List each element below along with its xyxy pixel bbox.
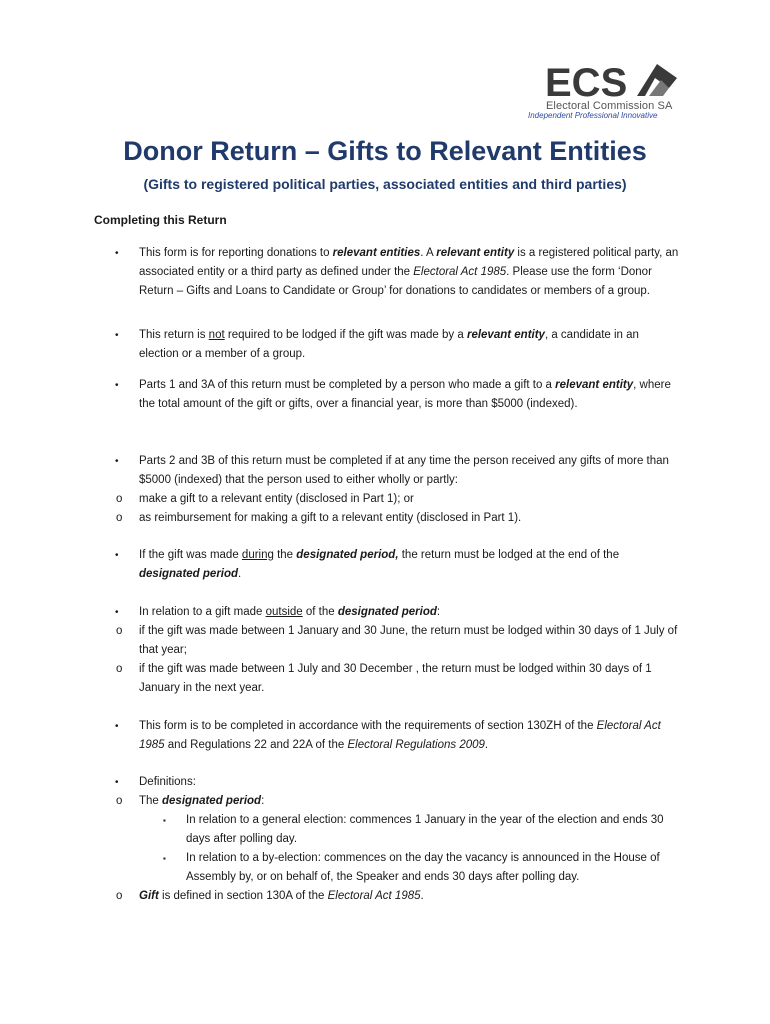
bullet-mark: • bbox=[115, 607, 119, 618]
bullet-mark: • bbox=[115, 456, 119, 467]
logo-subtitle: Electoral Commission SA bbox=[546, 100, 673, 112]
list-item-definitions: • Definitions: o The designated period: ▪ In relation to a general election: commences 1 January in the year of the election and ends 30 days after polling day. ▪ In relation to a by-election: commences on the day the vacancy is announced in the House of Assembly by, or on behalf of, the Speaker and ends 30 days after polling day. o Gift is defined in section 130A of the Electoral Act 1985. bbox=[139, 773, 679, 906]
section-heading: Completing this Return bbox=[94, 213, 227, 227]
bullet-mark: • bbox=[115, 777, 119, 788]
page-title: Donor Return – Gifts to Relevant Entities bbox=[123, 136, 647, 166]
list-item-during-period: • If the gift was made during the designated period, the return must be lodged at the end of the designated period. bbox=[139, 546, 679, 584]
bullet-mark: • bbox=[115, 330, 119, 341]
list-item-parts-2-3b: • Parts 2 and 3B of this return must be completed if at any time the person received any gifts of more than $5000 (indexed) that the person used to either wholly or partly: o make a gift to a relevant entity (disclosed in Part 1); or o as reimbursement for making a gift to a relevant entity (disclosed in Part 1). bbox=[139, 452, 679, 528]
sub-sub-item: ▪ In relation to a by-election: commences on the day the vacancy is announced in the House of Assembly by, or on behalf of, the Speaker and ends 30 days after polling day. bbox=[163, 852, 660, 883]
list-item-requirements: • This form is to be completed in accordance with the requirements of section 130ZH of the Electoral Act 1985 and Regulations 22 and 22A of the Electoral Regulations 2009. bbox=[139, 717, 679, 755]
bullet-mark: • bbox=[115, 380, 119, 391]
sub-item: o make a gift to a relevant entity (disclosed in Part 1); or bbox=[116, 493, 414, 505]
bullet-mark: • bbox=[115, 721, 119, 732]
sub-item: o as reimbursement for making a gift to a relevant entity (disclosed in Part 1). bbox=[116, 512, 522, 524]
page-subtitle: (Gifts to registered political parties, associated entities and third parties) bbox=[143, 176, 627, 192]
sub-item: o The designated period: bbox=[116, 795, 265, 807]
sub-item: o if the gift was made between 1 January and 30 June, the return must be lodged within 30 days of 1 July of that year; bbox=[116, 625, 678, 656]
list-item-not-required: • This return is not required to be lodged if the gift was made by a relevant entity, a candidate in an election or a member of a group. bbox=[139, 326, 679, 364]
logo-letters: ECS bbox=[545, 61, 628, 105]
list-item-reporting: • This form is for reporting donations to relevant entities. A relevant entity is a registered political party, an associated entity or a third party as defined under the Electoral Act 1985. Please use the form ‘Donor Return – Gifts and Loans to Candidate or Group’ for donations to candidates or members of a group. bbox=[139, 244, 679, 301]
list-item-outside-period: • In relation to a gift made outside of the designated period: o if the gift was made between 1 January and 30 June, the return must be lodged within 30 days of 1 July of that year; o if the gift was made between 1 July and 30 December , the return must be lodged within 30 days of 1 January in the next year. bbox=[139, 603, 679, 698]
sub-item: o Gift is defined in section 130A of the Electoral Act 1985. bbox=[116, 890, 424, 902]
list-item-parts-1-3a: • Parts 1 and 3A of this return must be completed by a person who made a gift to a relevant entity, where the total amount of the gift or gifts, over a financial year, is more than $5000 (indexed). bbox=[139, 376, 679, 414]
sub-item: o if the gift was made between 1 July and 30 December , the return must be lodged within 30 days of 1 January in the next year. bbox=[116, 663, 652, 694]
bullet-mark: • bbox=[115, 248, 119, 259]
sub-sub-item: ▪ In relation to a general election: commences 1 January in the year of the election and ends 30 days after polling day. bbox=[163, 814, 664, 845]
logo-tagline: Independent Professional Innovative bbox=[528, 111, 658, 120]
bullet-mark: • bbox=[115, 550, 119, 561]
